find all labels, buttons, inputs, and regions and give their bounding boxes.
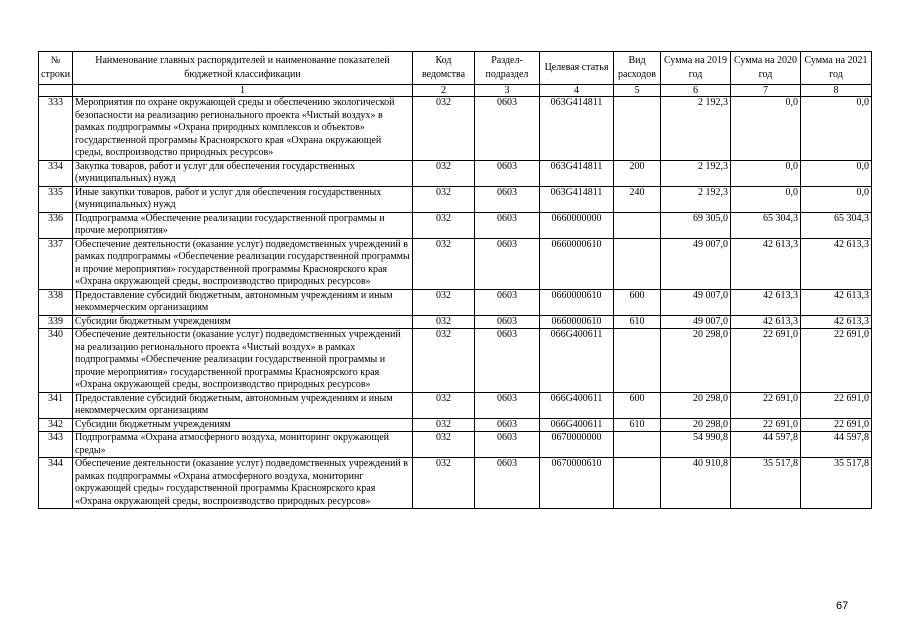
row-sum-2019: 20 298,0 [661,329,731,393]
row-number: 339 [39,315,73,329]
row-code: 032 [413,160,475,186]
row-number: 335 [39,186,73,212]
row-code: 032 [413,458,475,509]
row-sum-2021: 0,0 [801,186,872,212]
row-sum-2021: 42 613,3 [801,238,872,289]
row-expense: 600 [614,289,661,315]
header-sum2020: Сумма на 2020 год [731,52,801,85]
row-number: 334 [39,160,73,186]
table-row [39,289,872,315]
row-section: 0603 [475,329,540,393]
page-number: 67 [836,600,849,612]
row-target: 0660000610 [540,238,614,289]
col-number: 1 [73,85,413,97]
row-sum-2019: 20 298,0 [661,418,731,432]
row-target: 0660000000 [540,212,614,238]
row-section: 0603 [475,418,540,432]
column-number-row [39,85,872,97]
header-expense: Вид расходов [614,52,661,85]
row-code: 032 [413,212,475,238]
row-expense [614,212,661,238]
row-sum-2019: 2 192,3 [661,160,731,186]
table-row [39,392,872,418]
col-number: 3 [475,85,540,97]
table-row [39,458,872,509]
col-number [39,85,73,97]
row-sum-2020: 22 691,0 [731,329,801,393]
row-sum-2020: 44 597,8 [731,432,801,458]
row-name: Подпрограмма «Обеспечение реализации государственной программы и прочие мероприятия» [73,212,413,238]
table-row [39,97,872,161]
row-sum-2021: 44 597,8 [801,432,872,458]
header-sum2021: Сумма на 2021 год [801,52,872,85]
row-sum-2019: 54 990,8 [661,432,731,458]
row-name: Субсидии бюджетным учреждениям [73,315,413,329]
row-sum-2020: 22 691,0 [731,418,801,432]
col-number: 4 [540,85,614,97]
row-number: 341 [39,392,73,418]
row-code: 032 [413,186,475,212]
row-number: 336 [39,212,73,238]
table-row [39,160,872,186]
row-target: 0670000610 [540,458,614,509]
row-expense [614,458,661,509]
header-row [39,52,872,85]
col-number: 6 [661,85,731,97]
row-sum-2019: 69 305,0 [661,212,731,238]
row-section: 0603 [475,212,540,238]
row-code: 032 [413,418,475,432]
row-section: 0603 [475,392,540,418]
row-sum-2020: 42 613,3 [731,289,801,315]
row-sum-2020: 0,0 [731,160,801,186]
row-sum-2019: 49 007,0 [661,289,731,315]
row-sum-2019: 2 192,3 [661,97,731,161]
row-sum-2020: 65 304,3 [731,212,801,238]
header-section: Раздел-подраздел [475,52,540,85]
row-section: 0603 [475,186,540,212]
row-section: 0603 [475,289,540,315]
row-sum-2021: 0,0 [801,160,872,186]
row-code: 032 [413,392,475,418]
row-target: 063G414811 [540,97,614,161]
row-name: Мероприятия по охране окружающей среды и обеспечению экологической безопасности на реализацию регионального проекта «Чистый воздух» в рамках подпрограммы «Охрана природных комплексов и объектов» государственной программы Красноярского края «Охрана окружающей среды, воспроизводство природных ресурсов» [73,97,413,161]
row-sum-2020: 0,0 [731,186,801,212]
row-section: 0603 [475,458,540,509]
row-sum-2021: 22 691,0 [801,392,872,418]
row-number: 338 [39,289,73,315]
row-sum-2021: 42 613,3 [801,315,872,329]
row-number: 344 [39,458,73,509]
table-row [39,186,872,212]
row-expense: 610 [614,418,661,432]
row-sum-2019: 49 007,0 [661,238,731,289]
row-name: Иные закупки товаров, работ и услуг для обеспечения государственных (муниципальных) нужд [73,186,413,212]
col-number: 2 [413,85,475,97]
table-row [39,212,872,238]
row-expense [614,329,661,393]
table-row [39,418,872,432]
row-target: 063G414811 [540,160,614,186]
col-number: 5 [614,85,661,97]
table-row [39,238,872,289]
row-expense: 610 [614,315,661,329]
row-section: 0603 [475,238,540,289]
row-target: 0660000610 [540,315,614,329]
row-sum-2021: 22 691,0 [801,418,872,432]
row-section: 0603 [475,97,540,161]
row-name: Подпрограмма «Охрана атмосферного воздуха, мониторинг окружающей среды» [73,432,413,458]
table-row [39,329,872,393]
col-number: 8 [801,85,872,97]
row-sum-2021: 22 691,0 [801,329,872,393]
row-section: 0603 [475,432,540,458]
row-sum-2019: 49 007,0 [661,315,731,329]
row-sum-2021: 0,0 [801,97,872,161]
header-code: Код ведомства [413,52,475,85]
row-sum-2019: 40 910,8 [661,458,731,509]
header-name: Наименование главных распорядителей и наименование показателей бюджетной классификации [73,52,413,85]
row-sum-2020: 0,0 [731,97,801,161]
row-target: 066G400611 [540,418,614,432]
row-code: 032 [413,432,475,458]
row-number: 340 [39,329,73,393]
row-section: 0603 [475,315,540,329]
row-sum-2021: 65 304,3 [801,212,872,238]
row-sum-2020: 35 517,8 [731,458,801,509]
row-sum-2019: 20 298,0 [661,392,731,418]
row-sum-2019: 2 192,3 [661,186,731,212]
row-expense: 200 [614,160,661,186]
header-target: Целевая статья [540,52,614,85]
row-code: 032 [413,238,475,289]
row-number: 343 [39,432,73,458]
row-name: Предоставление субсидий бюджетным, автономным учреждениям и иным некоммерческим организациям [73,289,413,315]
row-sum-2020: 22 691,0 [731,392,801,418]
table-row [39,432,872,458]
row-number: 337 [39,238,73,289]
row-section: 0603 [475,160,540,186]
row-name: Предоставление субсидий бюджетным, автономным учреждениям и иным некоммерческим организациям [73,392,413,418]
row-code: 032 [413,97,475,161]
row-name: Обеспечение деятельности (оказание услуг) подведомственных учреждений на реализацию регионального проекта «Чистый воздух» в рамках подпрограммы «Обеспечение реализации государственной программы и прочие мероприятия» государственной программы Красноярского края «Охрана окружающей среды, воспроизводство природных ресурсов» [73,329,413,393]
row-expense: 240 [614,186,661,212]
row-number: 333 [39,97,73,161]
row-name: Обеспечение деятельности (оказание услуг) подведомственных учреждений в рамках подпрограммы «Охрана атмосферного воздуха, мониторинг окружающей среды» государственной программы Красноярского края «Охрана окружающей среды, воспроизводство природных ресурсов» [73,458,413,509]
row-name: Закупка товаров, работ и услуг для обеспечения государственных (муниципальных) нужд [73,160,413,186]
row-code: 032 [413,289,475,315]
table-row [39,315,872,329]
col-number: 7 [731,85,801,97]
row-expense [614,97,661,161]
row-name: Обеспечение деятельности (оказание услуг) подведомственных учреждений в рамках подпрограммы «Обеспечение реализации государственной программы и прочие мероприятия» государственной программы Красноярского края «Охрана окружающей среды, воспроизводство природных ресурсов» [73,238,413,289]
row-code: 032 [413,315,475,329]
row-name: Субсидии бюджетным учреждениям [73,418,413,432]
table-body [39,52,872,509]
row-code: 032 [413,329,475,393]
row-number: 342 [39,418,73,432]
row-target: 0670000000 [540,432,614,458]
header-no: № строки [39,52,73,85]
row-sum-2021: 42 613,3 [801,289,872,315]
row-sum-2020: 42 613,3 [731,315,801,329]
row-expense [614,432,661,458]
row-expense: 600 [614,392,661,418]
budget-table [38,51,872,509]
row-target: 063G414811 [540,186,614,212]
row-target: 0660000610 [540,289,614,315]
row-sum-2020: 42 613,3 [731,238,801,289]
row-sum-2021: 35 517,8 [801,458,872,509]
row-target: 066G400611 [540,392,614,418]
row-target: 066G400611 [540,329,614,393]
header-sum2019: Сумма на 2019 год [661,52,731,85]
row-expense [614,238,661,289]
